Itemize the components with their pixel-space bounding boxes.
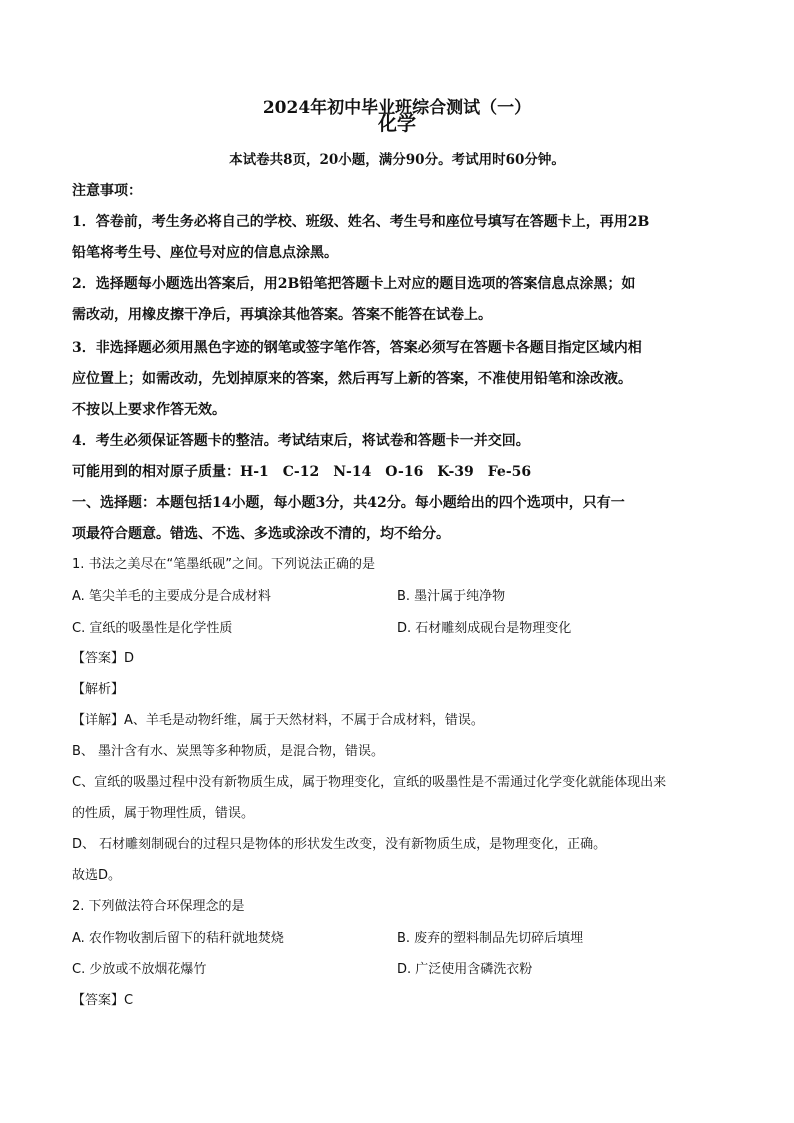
question-2-option-a: A. 农作物收割后留下的秸秆就地焚烧	[72, 931, 284, 946]
answer-value: D	[124, 651, 135, 666]
notice-line: 4．考生必须保证答题卡的整洁。考试结束后，将试卷和答题卡一并交回。	[72, 433, 530, 449]
notice-line: 需改动，用橡皮擦干净后，再填涂其他答案。答案不能答在试卷上。	[72, 307, 492, 323]
detail-line: D、 石材雕刻制砚台的过程只是物体的形状发生改变，没有新物质生成，是物理变化，正确。	[72, 837, 607, 852]
detail-line: 故选D。	[72, 868, 122, 883]
question-1-option-c: C. 宣纸的吸墨性是化学性质	[72, 621, 233, 636]
question-1-option-b: B. 墨汁属于纯净物	[397, 589, 506, 604]
exam-info: 本试卷共8页，20小题，满分90分。考试用时60分钟。	[229, 152, 565, 168]
section-heading: 项最符合题意。错选、不选、多选或涂改不清的，均不给分。	[72, 526, 450, 542]
question-1-option-d: D. 石材雕刻成砚台是物理变化	[397, 621, 572, 636]
notice-line: 铅笔将考生号、座位号对应的信息点涂黑。	[72, 245, 338, 261]
detail-line: B、 墨汁含有水、炭黑等多种物质，是混合物，错误。	[72, 744, 385, 759]
question-1-analysis-label: 【解析】	[72, 682, 125, 697]
notice-heading: 注意事项：	[72, 183, 142, 199]
answer-value: C	[124, 993, 134, 1008]
question-2-stem: 2. 下列做法符合环保理念的是	[72, 899, 245, 914]
notice-line: 应位置上；如需改动，先划掉原来的答案，然后再写上新的答案，不准使用铅笔和涂改液。	[72, 371, 632, 387]
notice-line: 1．答卷前，考生务必将自己的学校、班级、姓名、考生号和座位号填写在答题卡上，再用2B	[72, 214, 650, 230]
detail-text: A、羊毛是动物纤维，属于天然材料，不属于合成材料，错误。	[124, 713, 484, 728]
question-2-answer	[72, 991, 732, 1011]
question-1-option-a: A. 笔尖羊毛的主要成分是合成材料	[72, 589, 271, 604]
question-1-stem: 1. 书法之美尽在“笔墨纸砚”之间。下列说法正确的是	[72, 557, 376, 572]
question-1-answer	[72, 649, 732, 669]
detail-line: 的性质，属于物理性质，错误。	[72, 806, 255, 821]
detail-label: 【详解】	[72, 713, 125, 728]
notice-line: 不按以上要求作答无效。	[72, 402, 226, 418]
answer-label: 【答案】	[72, 993, 125, 1008]
question-2-option-b: B. 废弃的塑料制品先切碎后填埋	[397, 931, 584, 946]
notice-line: 2．选择题每小题选出答案后，用2B铅笔把答题卡上对应的题目选项的答案信息点涂黑；如	[72, 276, 636, 292]
exam-title: 2024年初中毕业班综合测试（一）	[262, 98, 532, 118]
question-2-option-c: C. 少放或不放烟花爆竹	[72, 962, 207, 977]
answer-label: 【答案】	[72, 651, 125, 666]
detail-line: C、宣纸的吸墨过程中没有新物质生成，属于物理变化，宣纸的吸墨性是不需通过化学变化就能体现出来	[72, 775, 667, 790]
atomic-masses: 可能用到的相对原子质量：H-1 C-12 N-14 O-16 K-39 Fe-56	[72, 464, 532, 480]
exam-subject: 化学	[377, 113, 416, 135]
notice-line: 3．非选择题必须用黑色字迹的钢笔或签字笔作答，答案必须写在答题卡各题目指定区域内相	[72, 340, 642, 356]
section-heading: 一、选择题：本题包括14小题，每小题3分，共42分。每小题给出的四个选项中，只有一	[72, 495, 625, 511]
question-1-detail	[72, 711, 732, 731]
question-2-option-d: D. 广泛使用含磷洗衣粉	[397, 962, 533, 977]
